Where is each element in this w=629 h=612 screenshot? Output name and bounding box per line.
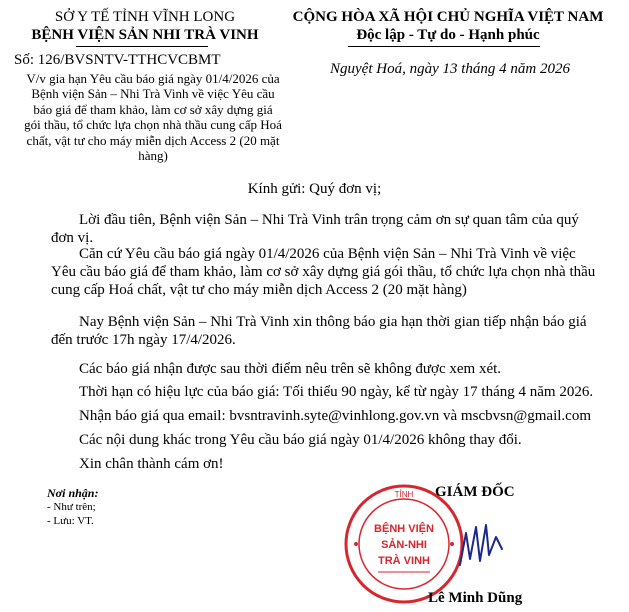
seal-line: TRÀ VINH [378,555,430,567]
note-late-quotes: Các báo giá nhận được sau thời điểm nêu trên sẽ không được xem xét. [79,361,502,377]
recipient-item: - Lưu: VT. [47,515,94,527]
issuer-block [14,8,276,44]
document-subject: V/v gia hạn Yêu cầu báo giá ngày 01/4/2026 của Bệnh viện Sản – Nhi Trà Vinh về việc Yêu cầu báo giá để tham khảo, làm cơ sở xây dựng giá gói thầu, tổ chức lựa chọn nhà thầu cung cấp Hoá chất, vật tư cho máy miễn dịch Access 2 (20 mặt hàng) [24,71,282,164]
document-number: Số: 126/BVSNTV-TTHCVCBMT [14,52,221,68]
signer-name: Lê Minh Dũng [428,590,523,606]
seal-ring-text: TỈNH [394,490,414,499]
motto-underline [348,46,540,47]
hospital-name: BỆNH VIỆN SẢN NHI TRÀ VINH [31,27,259,43]
seal-line: BỆNH VIỆN [374,523,434,535]
paragraph-thanks: Lời đầu tiên, Bệnh viện Sản – Nhi Trà Vinh trân trọng cảm ơn sự quan tâm của quý đơn vị. [51,212,579,246]
note-unchanged: Các nội dung khác trong Yêu cầu báo giá ngày 01/4/2026 không thay đổi. [79,432,522,448]
greeting: Kính gửi: Quý đơn vị; [247,181,382,197]
seal-line: SẢN-NHI [381,539,427,551]
ministry-name: SỞ Y TẾ TỈNH VĨNH LONG [54,9,236,25]
closing-thanks: Xin chân thành cám ơn! [79,456,224,472]
note-email: Nhận báo giá qua email: bvsntravinh.syte@vinhlong.gov.vn và mscbvsn@gmail.com [79,408,591,424]
national-heading [280,8,616,44]
paragraph-basis: Căn cứ Yêu cầu báo giá ngày 01/4/2026 của Bệnh viện Sản – Nhi Trà Vinh về việc Yêu cầu báo giá để tham khảo, làm cơ sở xây dựng giá gói thầu, tổ chức lựa chọn nhà thầu cung cấp Hoá chất, vật tư cho máy miễn dịch Access 2 (20 mặt hàng) [51,246,596,298]
nation-title: CỘNG HÒA XÃ HỘI CHỦ NGHĨA VIỆT NAM [292,9,604,25]
national-motto: Độc lập - Tự do - Hạnh phúc [356,27,540,43]
date-line: Nguyệt Hoá, ngày 13 tháng 4 năm 2026 [330,61,570,77]
signature-icon [456,515,506,575]
issuer-underline [76,46,208,47]
signer-position: GIÁM ĐỐC [435,484,515,500]
note-validity: Thời hạn có hiệu lực của báo giá: Tối thiểu 90 ngày, kể từ ngày 17 tháng 4 năm 2026. [79,384,594,400]
recipients-title: Nơi nhận: [47,486,99,500]
recipient-item: - Như trên; [47,501,96,513]
paragraph-extension: Nay Bệnh viện Sản – Nhi Trà Vinh xin thông báo gia hạn thời gian tiếp nhận báo giá đến trước 17h ngày 17/4/2026. [51,314,587,348]
